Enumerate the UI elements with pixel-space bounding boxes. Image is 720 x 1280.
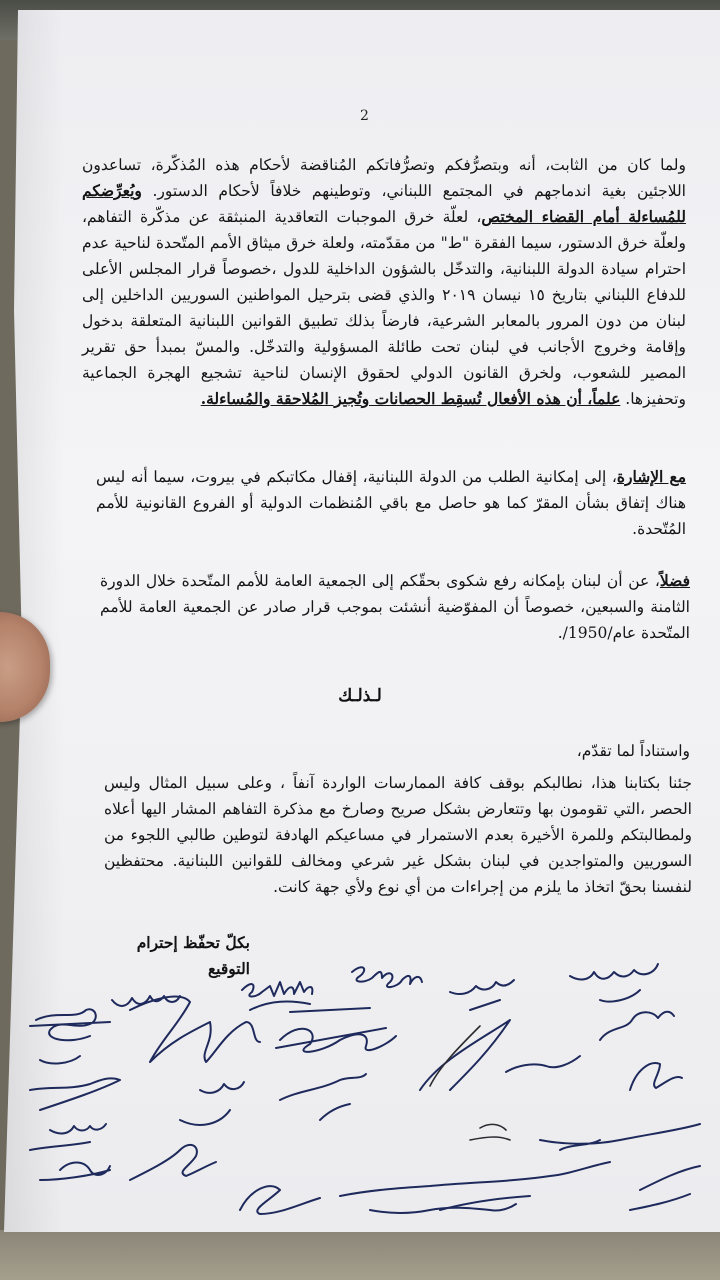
paragraph-4: واستناداً لما تقدّم، (576, 742, 690, 760)
closing-text: بكلّ تحفّظ إحترام (136, 933, 250, 952)
paragraph-1-emphasis-2: علماً، أن هذه الأفعال تُسقِط الحصانات وتُجيز المُلاحقة والمُساءلة. (200, 389, 621, 408)
paragraph-1-text-c: ، لعلّة خرق الموجبات التعاقدية المنبثقة عن مذكّرة التفاهم، ولعلّة خرق الدستور، سيما الفقرة "ط" من مقدّمته، ولعلة خرق ميثاق الأمم المتّحدة لناحية عدم احترام سيادة الدولة اللبنانية، والتدخّل بالشؤون الداخلية للدول ،خصوصاً قرار المجلس الأعلى للدفاع اللبناني بتاريخ ١٥ نيسان ٢٠١٩ والذي قضى بترحيل المواطنين السوريين الداخلين إلى لبنان من دون المرور بالمعابر الشرعية، فارضاً بذلك تطبيق القوانين اللبنانية المتعلقة بدخول وإقامة وخروج الأجانب في لبنان تحت طائلة المسؤولية والتدخّل. والمسّ بمبدأ حق تقرير المصير للشعوب، ولخرق القانون الدولي لحقوق الإنسان لناحية تشجيع الهجرة الجماعية وتحفيزها. (82, 208, 687, 408)
paragraph-2-text: ، إلى إمكانية الطلب من الدولة اللبنانية، إقفال مكاتبكم في بيروت، سيما أنه ليس هناك إتفاق بشأن المقرّ كما هو حاصل مع باقي المُنظمات الدولية أو الفروع القانونية للأمم المُتّحدة. (96, 468, 686, 538)
paragraph-5: جئنا بكتابنا هذا، نطالبكم بوقف كافة الممارسات الواردة آنفاً ، وعلى سبيل المثال وليس الحصر ،التي تقومون بها وتتعارض بشكل صريح وصارخ مع مذكرة التفاهم المشار اليها أعلاه ولمطالبتكم وللمرة الأخيرة بعدم الاستمرار في مساعيكم الهادفة لتوطين طالبي اللجوء من السوريين والمتواجدين في لبنان بشكل غير شرعي ومخالف للقوانين اللبنانية. محتفظين لنفسنا بحقّ اتخاذ ما يلزم من إجراءات من أي نوع ولأي جهة كانت. (104, 774, 692, 896)
paragraph-2 (96, 464, 686, 542)
paragraph-3-lead: فضلاً (659, 571, 690, 590)
closing-block (110, 930, 250, 982)
background-surface-bottom (0, 1230, 720, 1280)
paragraph-3-text: ، عن أن لبنان بإمكانه رفع شكوى بحقّكم إلى الجمعية العامة للأمم المتّحدة خلال الدورة الثامنة والسبعين، خصوصاً أن المفوّضية أنشئت بموجب قرار صادر عن الجمعية العامة للأمم المتّحدة عام/1950/. (100, 572, 690, 642)
signature-label: التوقيع (207, 959, 250, 978)
paragraph-1-emphasis-1: ويُعرِّضكم للمُساءلة أمام القضاء المختص (82, 181, 686, 226)
paragraph-3 (100, 568, 690, 646)
page-number: 2 (360, 108, 369, 124)
section-heading: لـذلـك (338, 686, 382, 706)
paragraph-1-text-a: ولما كان من الثابت، أنه وبتصرُّفكم وتصرُّفاتكم المُناقضة لأحكام هذه المُذكّرة، تساعدون اللاجئين بغية اندماجهم في المجتمع اللبناني، وتوطينهم خلافاً لأحكام الدستور. (82, 156, 686, 200)
paragraph-2-lead: مع الإشارة (616, 467, 687, 486)
paragraph-1 (82, 152, 686, 412)
